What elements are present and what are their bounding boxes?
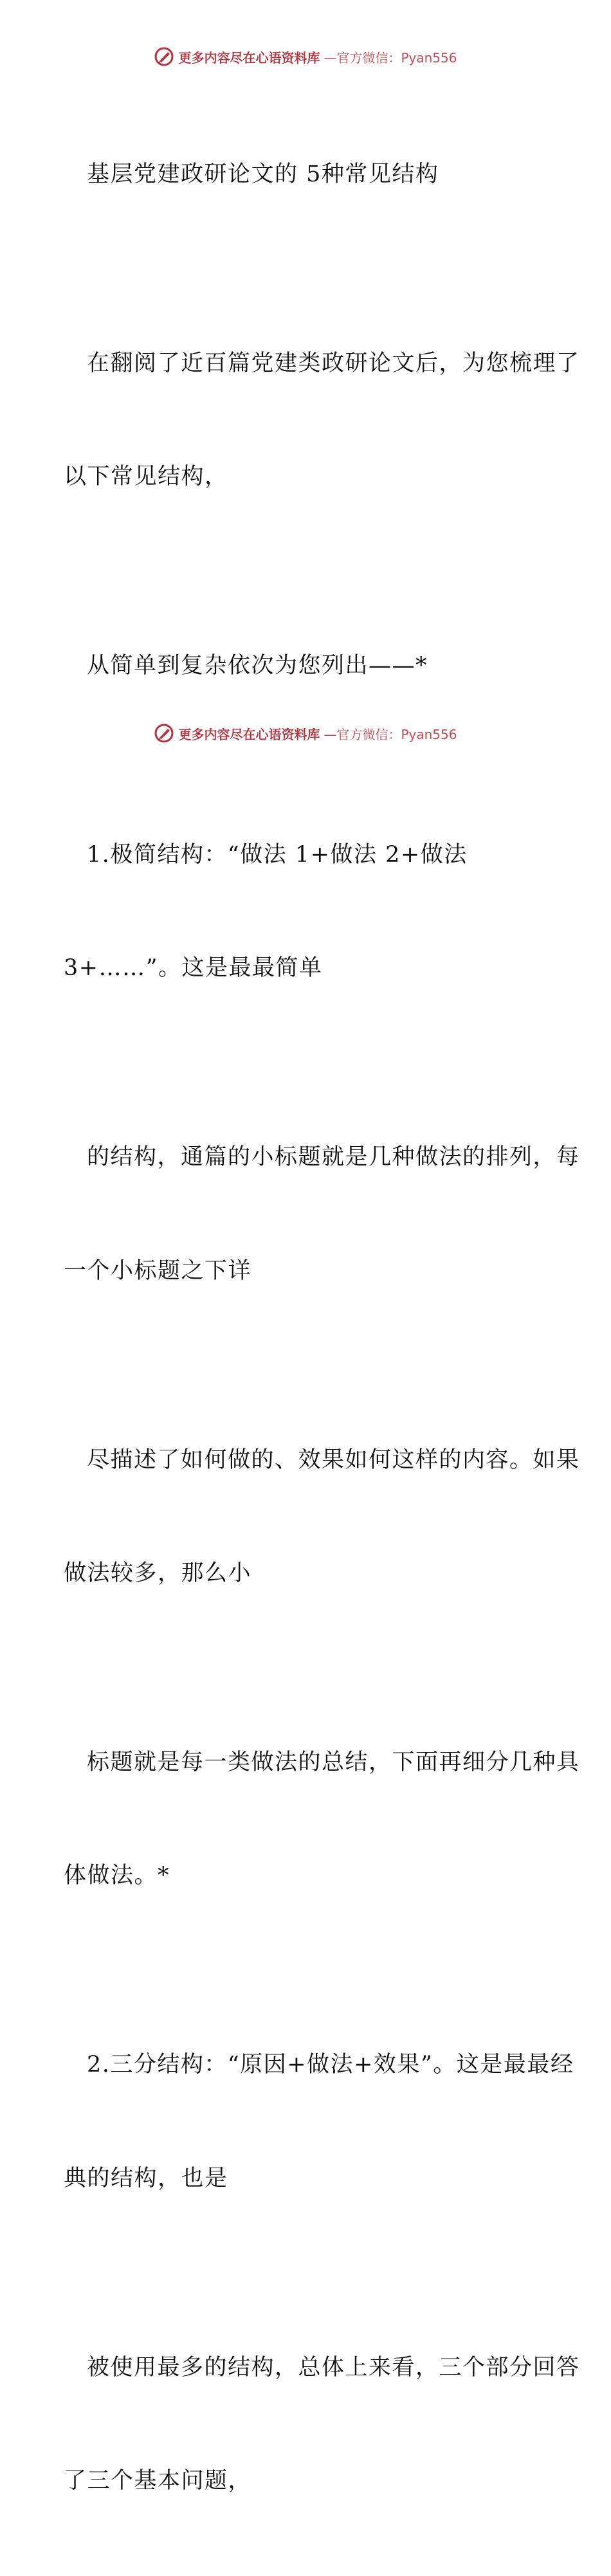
paragraph-line: 2.三分结构：“原因+做法+效果”。这是最最经 [87,2052,574,2078]
paragraph-line: 1.极简结构：“做法 1+做法 2+做法 [87,841,468,868]
paragraph-line: 基层党建政研论文的 5种常见结构 [87,161,439,187]
paragraph-line: 标题就是每一类做法的总结，下面再细分几种具 [87,1749,580,1776]
paragraph-line: 的结构，通篇的小标题就是几种做法的排列，每 [87,1144,580,1171]
document-body [64,80,580,2576]
paragraph-line: 尽描述了如何做的、效果如何这样的内容。如果 [87,1447,580,1473]
banner-lead-text: 更多内容尽在心语资料库 [178,726,320,742]
paragraph-line: 一个小标题之下详 [64,1257,252,1284]
quill-circle-icon [154,46,174,67]
paragraph-line: 从简单到复杂依次为您列出——* [87,652,428,679]
paragraph [64,1971,574,2273]
paragraph [64,1668,580,1970]
banner-lead-text: 更多内容尽在心语资料库 [178,50,320,66]
paragraph-line: 了三个基本问题， [64,2468,252,2494]
quill-circle-icon [154,723,174,744]
paragraph [64,760,547,1063]
paragraph-line: 典的结构，也是 [64,2165,228,2191]
paragraph-line: 在翻阅了近百篇党建类政研论文后，为您梳理了 [87,350,580,376]
paragraph-line: 做法较多，那么小 [64,1560,252,1587]
footer-banner [0,723,611,744]
banner-wechat-text: —官方微信：Pyan556 [324,726,457,742]
paragraph-line: 以下常见结构， [64,463,228,489]
paragraph-line: 体做法。* [64,1863,170,1889]
header-banner [0,46,611,67]
paragraph [64,1366,580,1668]
paragraph [64,1063,580,1366]
paragraph [64,2273,580,2575]
paragraph [64,269,580,571]
banner-wechat-text: —官方微信：Pyan556 [324,50,457,66]
paragraph-line: 3+……”。这是最最简单 [64,955,323,982]
paragraph-line: 被使用最多的结构，总体上来看，三个部分回答 [87,2354,580,2380]
paragraph-title [64,80,547,269]
